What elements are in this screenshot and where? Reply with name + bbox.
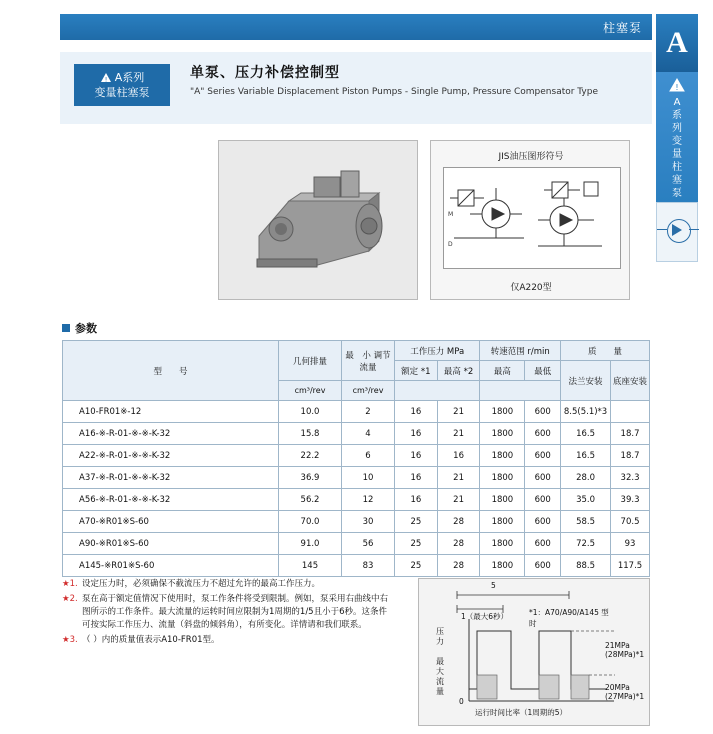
note-item [62, 593, 392, 632]
series-warning-icon [100, 72, 112, 83]
cell-max: 28 [437, 533, 480, 555]
cell-disp: 15.8 [279, 423, 342, 445]
cell-rated: 16 [395, 401, 438, 423]
cell-max: 16 [437, 445, 480, 467]
th-mass-group: 质 量 [561, 341, 650, 361]
cell-smax: 1800 [480, 489, 525, 511]
series-badge-line2: 变量柱塞泵 [94, 86, 150, 99]
warning-triangle-icon [669, 78, 685, 92]
series-badge-line1: A系列 [114, 71, 145, 84]
unit-pressure [395, 381, 480, 401]
unit-speed [480, 381, 561, 401]
cell-max: 21 [437, 401, 480, 423]
cell-smax: 1800 [480, 555, 525, 577]
cell-minflow: 12 [342, 489, 395, 511]
note-marker: ★1. [62, 579, 78, 589]
cell-smax: 1800 [480, 423, 525, 445]
parameters-heading: 参数 [62, 320, 97, 336]
cell-rated: 16 [395, 445, 438, 467]
cell-smax: 1800 [480, 533, 525, 555]
header-right-label: 柱塞泵 [602, 21, 642, 35]
cell-max: 28 [437, 555, 480, 577]
cell-model: A70-※R01※S-60 [63, 511, 279, 533]
cell-flange: 16.5 [561, 423, 611, 445]
graph-y-label-pressure: 压力 [436, 627, 444, 646]
cell-minflow: 2 [342, 401, 395, 423]
graph-bottom-note: 运行时间比率（1周期的5） [475, 708, 568, 717]
th-speed-max: 最高 [480, 361, 525, 381]
cell-smin: 600 [525, 489, 561, 511]
cell-minflow: 83 [342, 555, 395, 577]
cell-minflow: 4 [342, 423, 395, 445]
cell-foot: 93 [611, 533, 650, 555]
cell-disp: 145 [279, 555, 342, 577]
note-text: 泵在高于额定值情况下使用时，泵工作条件将受到限制。例如，泵采用右曲线中右图所示的工作条件。最大流量的运转时间应限制为1周期的1/5且小于6秒。这条件可按实际工作压力、流量（斜盘的倾斜角），有所变化。详情请和我们联系。 [82, 594, 389, 630]
page-title: 单泵、压力补偿控制型 [190, 65, 340, 81]
cell-minflow: 56 [342, 533, 395, 555]
cell-model: A10-FR01※-12 [63, 401, 279, 423]
cell-model: A145-※R01※S-60 [63, 555, 279, 577]
cell-disp: 22.2 [279, 445, 342, 467]
cell-foot: 70.5 [611, 511, 650, 533]
cell-smax: 1800 [480, 511, 525, 533]
svg-text:D: D [448, 241, 453, 248]
cell-rated: 16 [395, 423, 438, 445]
product-photo [218, 140, 418, 300]
cell-foot [611, 401, 650, 423]
notes-list [62, 578, 392, 649]
th-min-flow: 最 小 调节流量 [342, 341, 395, 381]
cell-rated: 25 [395, 555, 438, 577]
graph-y-label-flow: 最 大 流 量 [436, 657, 444, 696]
th-speed-group: 转速范围 r/min [480, 341, 561, 361]
cell-rated: 25 [395, 533, 438, 555]
title-block [60, 52, 652, 124]
th-mass-flange: 法兰安装 [561, 361, 611, 401]
th-speed-min: 最低 [525, 361, 561, 381]
cell-rated: 16 [395, 489, 438, 511]
table-row [63, 533, 650, 555]
cell-max: 21 [437, 467, 480, 489]
cell-flange: 28.0 [561, 467, 611, 489]
cell-model: A90-※R01※S-60 [63, 533, 279, 555]
table-row [63, 467, 650, 489]
side-tab [656, 72, 698, 202]
cell-smin: 600 [525, 423, 561, 445]
unit-displacement: cm³/rev [279, 381, 342, 401]
parameters-table [62, 340, 650, 577]
cell-model: A56-※-R-01-※-※-K-32 [63, 489, 279, 511]
note-item [62, 578, 392, 591]
note-marker: ★3. [62, 635, 78, 645]
table-row [63, 489, 650, 511]
table-row [63, 423, 650, 445]
cell-foot: 32.3 [611, 467, 650, 489]
table-row [63, 555, 650, 577]
cell-model: A22-※-R-01-※-※-K-32 [63, 445, 279, 467]
series-badge [74, 64, 170, 106]
svg-text:!: ! [675, 83, 679, 92]
bullet-square-icon [62, 324, 70, 332]
jis-symbol-panel [430, 140, 630, 300]
cell-smax: 1800 [480, 467, 525, 489]
cell-smin: 600 [525, 533, 561, 555]
graph-model-note: *1：A70/A90/A145 型时 [529, 608, 609, 628]
cell-max: 21 [437, 489, 480, 511]
note-text: 设定压力时，必须确保不截流压力不超过允许的最高工作压力。 [82, 579, 321, 589]
pump-symbol-icon [656, 202, 698, 262]
cell-flange: 88.5 [561, 555, 611, 577]
th-pressure-rated: 额定 *1 [395, 361, 438, 381]
graph-top-note2: 1（最大6秒） [461, 612, 509, 621]
svg-text:!: ! [104, 75, 108, 83]
section-letter-badge: A [656, 14, 698, 72]
cell-disp: 36.9 [279, 467, 342, 489]
cell-smin: 600 [525, 555, 561, 577]
graph-right-label-1: 21MPa (28MPa)*1 [605, 641, 645, 659]
cell-smin: 600 [525, 445, 561, 467]
page-subtitle: "A" Series Variable Displacement Piston Pumps - Single Pump, Pressure Compensator Type [190, 87, 598, 97]
cell-smin: 600 [525, 401, 561, 423]
cell-max: 21 [437, 423, 480, 445]
note-marker: ★2. [62, 594, 78, 604]
cell-foot: 117.5 [611, 555, 650, 577]
cell-flange: 8.5(5.1)*3 [561, 401, 611, 423]
jis-diagram [443, 167, 621, 269]
page-header-bar [60, 14, 652, 40]
table-row [63, 401, 650, 423]
cell-smax: 1800 [480, 401, 525, 423]
cell-minflow: 6 [342, 445, 395, 467]
cell-foot: 18.7 [611, 445, 650, 467]
side-tab-label: A 系 列 变 量 柱 塞 泵 [672, 97, 682, 199]
cell-disp: 56.2 [279, 489, 342, 511]
cell-max: 28 [437, 511, 480, 533]
cell-flange: 58.5 [561, 511, 611, 533]
cell-rated: 25 [395, 511, 438, 533]
cell-minflow: 10 [342, 467, 395, 489]
cell-model: A16-※-R-01-※-※-K-32 [63, 423, 279, 445]
cell-minflow: 30 [342, 511, 395, 533]
svg-text:M: M [448, 211, 454, 218]
cell-disp: 70.0 [279, 511, 342, 533]
cell-disp: 10.0 [279, 401, 342, 423]
jis-subcaption: 仅A220型 [510, 283, 552, 293]
th-displacement: 几何排量 [279, 341, 342, 381]
graph-zero-label: 0 [459, 697, 464, 706]
cell-flange: 16.5 [561, 445, 611, 467]
cell-model: A37-※-R-01-※-※-K-32 [63, 467, 279, 489]
cell-rated: 16 [395, 467, 438, 489]
cell-flange: 35.0 [561, 489, 611, 511]
th-pressure-group: 工作压力 MPa [395, 341, 480, 361]
graph-top-note: 5 [491, 581, 496, 590]
cell-foot: 18.7 [611, 423, 650, 445]
cell-flange: 72.5 [561, 533, 611, 555]
cell-smax: 1800 [480, 445, 525, 467]
cell-smin: 600 [525, 467, 561, 489]
cell-smin: 600 [525, 511, 561, 533]
table-row [63, 511, 650, 533]
unit-min-flow: cm³/rev [342, 381, 395, 401]
duty-cycle-graph [418, 578, 650, 726]
parameters-table-body [63, 401, 650, 577]
cell-foot: 39.3 [611, 489, 650, 511]
graph-right-label-2: 20MPa (27MPa)*1 [605, 683, 645, 701]
th-model: 型 号 [63, 341, 279, 401]
cell-disp: 91.0 [279, 533, 342, 555]
table-row [63, 445, 650, 467]
note-item [62, 634, 392, 647]
note-text: （ ）内的质量值表示A10-FR01型。 [82, 635, 220, 645]
th-mass-foot: 底座安装 [611, 361, 650, 401]
jis-caption: JIS油压图形符号 [498, 152, 564, 162]
th-pressure-max: 最高 *2 [437, 361, 480, 381]
